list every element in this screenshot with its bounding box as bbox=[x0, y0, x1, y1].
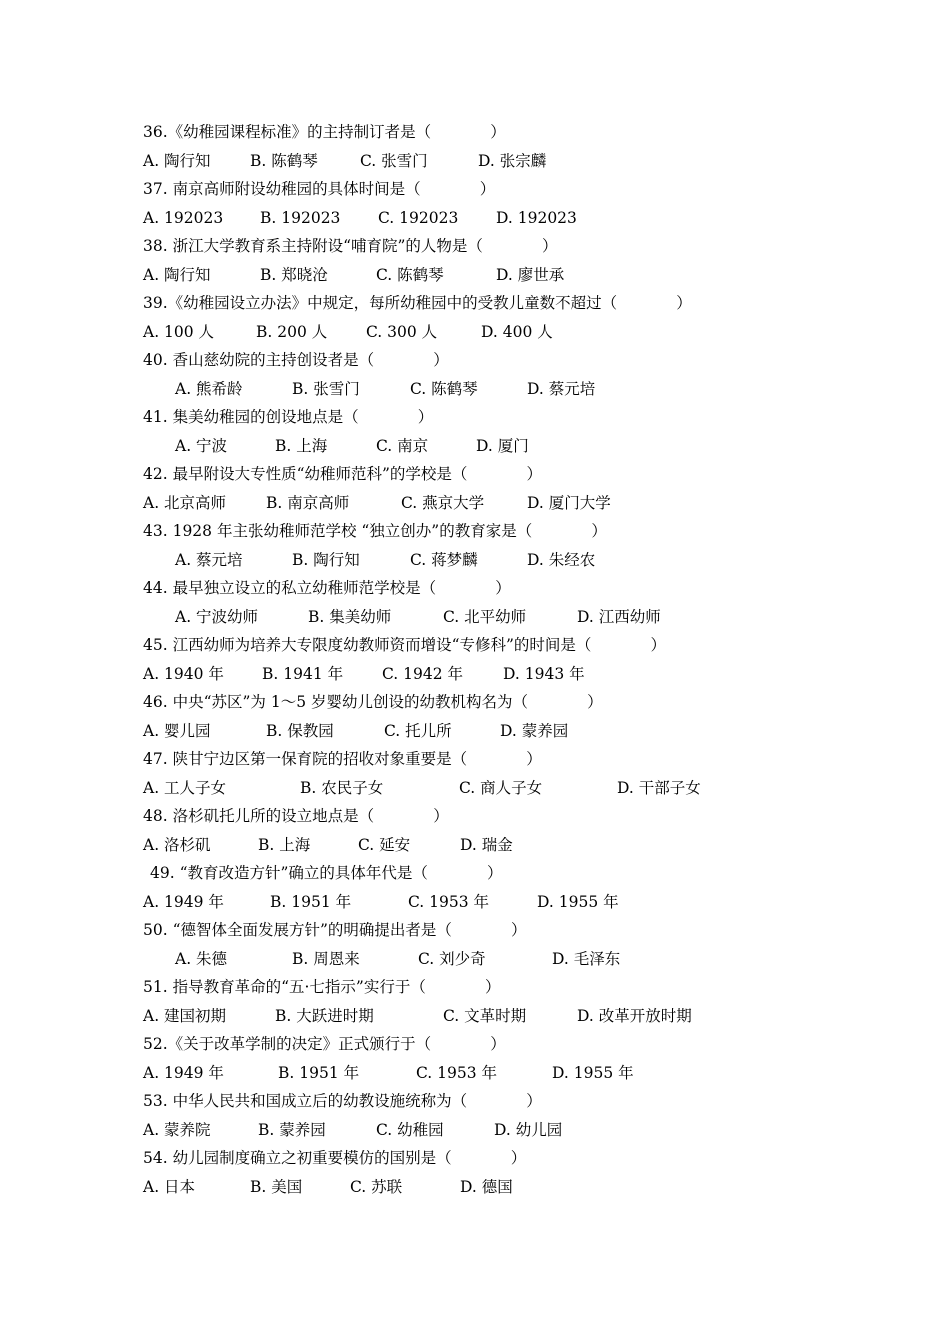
option-d: D. 厦门 bbox=[476, 436, 529, 455]
option-b: B. 蒙养园 bbox=[258, 1120, 326, 1139]
question-text: 43. 1928 年主张幼稚师范学校 “独立创办”的教育家是（ ） bbox=[143, 522, 607, 540]
option-c: C. 1953 年 bbox=[408, 892, 490, 911]
question-text: 41. 集美幼稚园的创设地点是（ ） bbox=[143, 408, 434, 426]
option-a: A. 熊希龄 bbox=[175, 379, 243, 398]
question-text: 51. 指导教育革命的“五·七指示”实行于（ ） bbox=[143, 978, 501, 996]
option-d: D. 1943 年 bbox=[503, 664, 585, 683]
option-d: D. 1955 年 bbox=[537, 892, 619, 911]
option-b: B. 保教园 bbox=[266, 721, 334, 740]
option-c: C. 商人子女 bbox=[459, 778, 543, 797]
option-a: A. 192023 bbox=[143, 208, 224, 227]
question-text: 53. 中华人民共和国成立后的幼教设施统称为（ ） bbox=[143, 1092, 542, 1110]
option-c: C. 幼稚园 bbox=[376, 1120, 444, 1139]
option-a: A. 1940 年 bbox=[143, 664, 224, 683]
option-c: C. 张雪门 bbox=[360, 151, 428, 170]
option-b: B. 大跃进时期 bbox=[275, 1006, 374, 1025]
question-text: 40. 香山慈幼院的主持创设者是（ ） bbox=[143, 351, 449, 369]
question-text: 48. 洛杉矶托儿所的设立地点是（ ） bbox=[143, 807, 449, 825]
option-c: C. 陈鹤琴 bbox=[376, 265, 444, 284]
option-a: A. 陶行知 bbox=[143, 265, 211, 284]
option-b: B. 上海 bbox=[275, 436, 328, 455]
option-d: D. 干部子女 bbox=[617, 778, 701, 797]
option-a: A. 1949 年 bbox=[143, 1063, 224, 1082]
question-text: 37. 南京高师附设幼稚园的具体时间是（ ） bbox=[143, 180, 496, 198]
option-c: C. 南京 bbox=[376, 436, 429, 455]
question-text: 49. “教育改造方针”确立的具体年代是（ ） bbox=[150, 864, 503, 882]
option-b: B. 陶行知 bbox=[292, 550, 360, 569]
option-d: D. 400 人 bbox=[481, 322, 553, 341]
option-d: D. 廖世承 bbox=[496, 265, 565, 284]
option-a: A. 朱德 bbox=[175, 949, 228, 968]
option-b: B. 上海 bbox=[258, 835, 311, 854]
option-b: B. 张雪门 bbox=[292, 379, 360, 398]
option-d: D. 瑞金 bbox=[460, 835, 513, 854]
option-d: D. 改革开放时期 bbox=[577, 1006, 692, 1025]
option-b: B. 美国 bbox=[250, 1177, 303, 1196]
option-d: D. 厦门大学 bbox=[527, 493, 611, 512]
option-c: C. 1953 年 bbox=[416, 1063, 498, 1082]
option-a: A. 北京高师 bbox=[143, 493, 227, 512]
option-d: D. 1955 年 bbox=[552, 1063, 634, 1082]
option-a: A. 蔡元培 bbox=[175, 550, 243, 569]
option-c: C. 300 人 bbox=[366, 322, 438, 341]
option-a: A. 陶行知 bbox=[143, 151, 211, 170]
option-d: D. 江西幼师 bbox=[577, 607, 661, 626]
option-c: C. 苏联 bbox=[350, 1177, 403, 1196]
question-text: 38. 浙江大学教育系主持附设“哺育院”的人物是（ ） bbox=[143, 237, 558, 255]
option-a: A. 蒙养院 bbox=[143, 1120, 211, 1139]
option-c: C. 燕京大学 bbox=[401, 493, 485, 512]
option-c: C. 1942 年 bbox=[382, 664, 464, 683]
option-d: D. 毛泽东 bbox=[552, 949, 621, 968]
option-a: A. 婴儿园 bbox=[143, 721, 211, 740]
option-a: A. 日本 bbox=[143, 1177, 196, 1196]
option-c: C. 托儿所 bbox=[384, 721, 452, 740]
question-text: 46. 中央“苏区”为 1～5 岁婴幼儿创设的幼教机构名为（ ） bbox=[143, 693, 603, 711]
option-b: B. 1941 年 bbox=[262, 664, 344, 683]
option-a: A. 洛杉矶 bbox=[143, 835, 211, 854]
option-b: B. 集美幼师 bbox=[308, 607, 392, 626]
question-text: 47. 陕甘宁边区第一保育院的招收对象重要是（ ） bbox=[143, 750, 542, 768]
option-c: C. 刘少奇 bbox=[418, 949, 486, 968]
option-c: C. 192023 bbox=[378, 208, 459, 227]
option-b: B. 1951 年 bbox=[270, 892, 352, 911]
option-a: A. 宁波 bbox=[175, 436, 228, 455]
option-d: D. 幼儿园 bbox=[494, 1120, 563, 1139]
option-a: A. 建国初期 bbox=[143, 1006, 227, 1025]
question-text: 50. “德智体全面发展方针”的明确提出者是（ ） bbox=[143, 921, 527, 939]
question-text: 42. 最早附设大专性质“幼稚师范科”的学校是（ ） bbox=[143, 465, 543, 483]
option-c: C. 陈鹤琴 bbox=[410, 379, 478, 398]
option-d: D. 蒙养园 bbox=[500, 721, 569, 740]
option-b: B. 周恩来 bbox=[292, 949, 360, 968]
option-d: D. 蔡元培 bbox=[527, 379, 596, 398]
question-text: 54. 幼儿园制度确立之初重要模仿的国别是（ ） bbox=[143, 1149, 527, 1167]
option-b: B. 1951 年 bbox=[278, 1063, 360, 1082]
option-b: B. 郑晓沧 bbox=[260, 265, 328, 284]
option-d: D. 德国 bbox=[460, 1177, 513, 1196]
option-b: B. 南京高师 bbox=[266, 493, 350, 512]
question-text: 45. 江西幼师为培养大专限度幼教师资而增设“专修科”的时间是（ ） bbox=[143, 636, 667, 654]
option-d: D. 张宗麟 bbox=[478, 151, 547, 170]
option-d: D. 192023 bbox=[496, 208, 577, 227]
question-text: 36.《幼稚园课程标准》的主持制订者是（ ） bbox=[143, 123, 506, 141]
option-c: C. 蒋梦麟 bbox=[410, 550, 478, 569]
question-text: 44. 最早独立设立的私立幼稚师范学校是（ ） bbox=[143, 579, 511, 597]
option-a: A. 100 人 bbox=[143, 322, 215, 341]
option-a: A. 工人子女 bbox=[143, 778, 227, 797]
option-c: C. 文革时期 bbox=[443, 1006, 527, 1025]
option-b: B. 农民子女 bbox=[300, 778, 384, 797]
option-b: B. 192023 bbox=[260, 208, 341, 227]
option-c: C. 北平幼师 bbox=[443, 607, 527, 626]
option-d: D. 朱经农 bbox=[527, 550, 596, 569]
option-a: A. 宁波幼师 bbox=[175, 607, 259, 626]
question-text: 39.《幼稚园设立办法》中规定，每所幼稚园中的受教儿童数不超过（ ） bbox=[143, 294, 692, 312]
question-text: 52.《关于改革学制的决定》正式颁行于（ ） bbox=[143, 1035, 506, 1053]
option-a: A. 1949 年 bbox=[143, 892, 224, 911]
option-c: C. 延安 bbox=[358, 835, 411, 854]
option-b: B. 陈鹤琴 bbox=[250, 151, 318, 170]
option-b: B. 200 人 bbox=[256, 322, 328, 341]
